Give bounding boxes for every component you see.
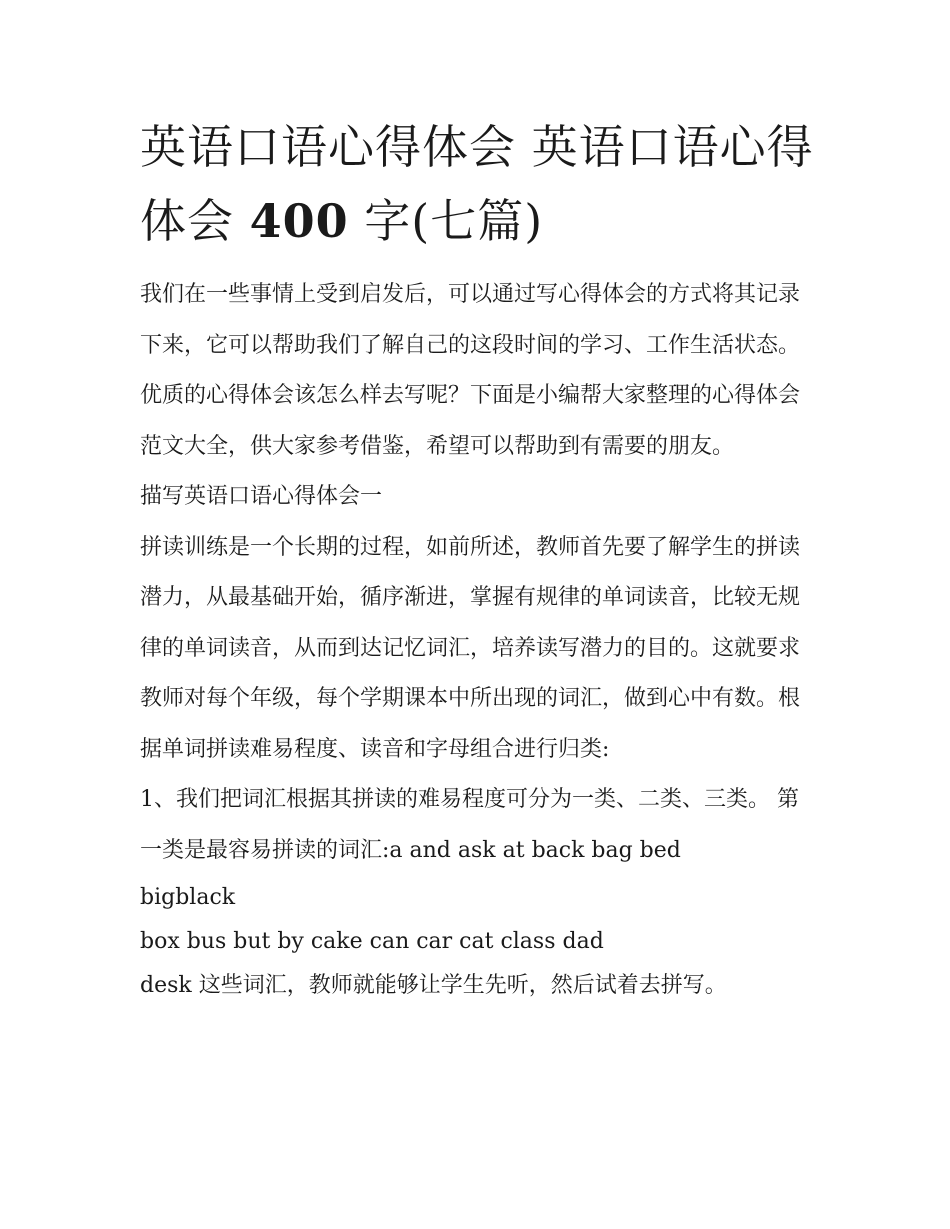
- word-line-bigblack: bigblack: [140, 885, 236, 910]
- body-paragraph: 拼读训练是一个长期的过程，如前所述，教师首先要了解学生的拼读潜力，从最基础开始，循序渐进，掌握有规律的单词读音，比较无规律的单词读音，从而到达记忆词汇，培养读写潜力的目的。这就要求教师对每个年级，每个学期课本中所出现的词汇，做到心中有数。根据单词拼读难易程度、读音和字母组合进行归类:: [140, 534, 801, 762]
- word-line-desk: desk 这些词汇，教师就能够让学生先听，然后试着去拼写。: [140, 973, 727, 998]
- document-page: [140, 110, 815, 1008]
- word-line-box: box bus but by cake can car cat class dad: [140, 929, 604, 954]
- title-part-1: 英语口语心得体会 英语口语心得体会: [140, 120, 814, 248]
- section-heading: 描写英语口语心得体会一: [140, 484, 383, 509]
- document-title: [140, 110, 815, 258]
- title-part-2: 字(七篇): [364, 194, 544, 248]
- list-item-1: 1、我们把词汇根据其拼读的难易程度可分为一类、二类、三类。 第一类是最容易拼读的词汇:a and ask at back bag bed: [140, 787, 799, 863]
- intro-paragraph: 我们在一些事情上受到启发后，可以通过写心得体会的方式将其记录下来，它可以帮助我们了解自己的这段时间的学习、工作生活状态。优质的心得体会该怎么样去写呢？下面是小编帮大家整理的心得体会范文大全，供大家参考借鉴，希望可以帮助到有需要的朋友。: [140, 282, 801, 459]
- title-number: 400: [249, 194, 349, 248]
